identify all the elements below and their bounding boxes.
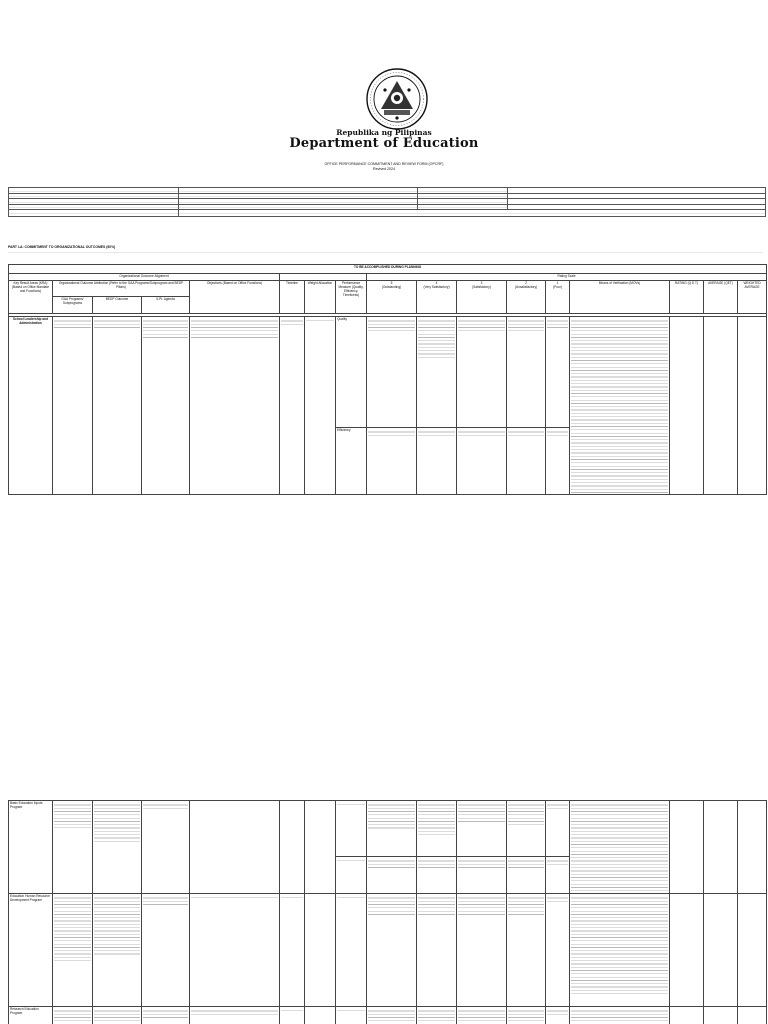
rating-3-cell: [457, 801, 507, 857]
cell-text-lines: [94, 1008, 140, 1024]
measure-cell-quality: [336, 1007, 367, 1024]
mov-cell: [570, 316, 670, 494]
weighted-average-cell: [738, 894, 767, 1007]
rating-5-cell: [367, 1007, 417, 1024]
cell-text-lines: [418, 318, 455, 360]
average-header: AVERAGE (QET): [704, 280, 738, 313]
cell-text-lines: [508, 802, 544, 826]
cell-text-lines: [94, 318, 140, 330]
average-cell: [704, 801, 738, 894]
cell-text-lines: [306, 318, 334, 321]
timeline-cell: [190, 1007, 280, 1024]
cell-text-lines: [54, 318, 91, 328]
cell-text-lines: [418, 429, 455, 436]
cell-text-lines: [547, 429, 568, 436]
cell-text-lines: [458, 1008, 505, 1024]
rating-3-cell: [457, 857, 507, 894]
objective-cell: [190, 316, 280, 494]
rating-5-cell: [367, 894, 417, 1007]
republic-label: Republika ng Pilipinas: [336, 128, 432, 137]
bedp-cell: [53, 1007, 93, 1024]
bedp-cell: [53, 801, 93, 894]
cell-text-lines: [458, 895, 505, 915]
cell-text-lines: [418, 802, 455, 837]
empty-cell: [305, 894, 336, 1007]
rating-2-cell: [507, 427, 546, 494]
cell-text-lines: [547, 802, 568, 809]
rating-q-cell: [670, 316, 704, 494]
cell-text-lines: [547, 895, 568, 902]
table-row: [9, 894, 767, 1007]
weight-header: Weight Allocation: [305, 280, 336, 313]
objective-cell: [142, 1007, 190, 1024]
rating-2-header: [507, 280, 546, 313]
bedp-header: BEDP Outcome: [93, 297, 142, 314]
mov-header: Means of Verification (MOVs): [570, 280, 670, 313]
cell-text-lines: [458, 429, 505, 436]
rating-qet-header: RATING (Q.E.T): [670, 280, 704, 313]
cell-text-lines: [458, 858, 505, 868]
rating-2-cell: [507, 1007, 546, 1024]
rating-3-cell: [457, 427, 507, 494]
rating-1-label: (Poor): [553, 284, 562, 289]
form-title: [0, 162, 768, 171]
timeline-cell: [190, 894, 280, 1007]
rating-q-cell: [670, 801, 704, 894]
planning-table-continued: [8, 800, 767, 1024]
cell-text-lines: [571, 895, 668, 995]
org-outcome-header: Organizational Outcome Alignment: [9, 274, 280, 281]
info-cell: [178, 210, 765, 217]
timeline-cell: [280, 316, 305, 494]
rating-5-cell: [367, 316, 417, 427]
cell-text-lines: [191, 895, 278, 898]
kra-header: Key Result Areas (KRA) (Based on Office Mandate and Functions): [9, 280, 53, 313]
cell-text-lines: [191, 318, 278, 338]
empty-cell: [305, 1007, 336, 1024]
gaa-cell: [53, 316, 93, 494]
cell-text-lines: [143, 1008, 188, 1018]
rating-4-cell: [417, 1007, 457, 1024]
rating-q-cell: [670, 894, 704, 1007]
rating-5-value: 5: [390, 280, 393, 285]
cell-text-lines: [368, 429, 415, 436]
weighted-average-header: WEIGHTED AVERAGE: [738, 280, 767, 313]
cell-text-lines: [418, 895, 455, 915]
rating-4-label: (Very Satisfactory): [423, 284, 450, 289]
cell-text-lines: [547, 858, 568, 865]
weight-cell: [305, 316, 336, 494]
cell-text-lines: [337, 895, 365, 898]
rating-5-header: [367, 280, 417, 313]
info-row: [9, 210, 766, 217]
agenda-cell: [142, 316, 190, 494]
mov-cell: [570, 801, 670, 894]
weight-cell: [280, 801, 305, 894]
part-one-instructions: [8, 245, 763, 255]
rating-4-cell: [417, 857, 457, 894]
rating-3-cell: [457, 1007, 507, 1024]
measure-cell-efficiency: Efficiency: [336, 427, 367, 494]
kra-cell: School Leadership and Administration: [9, 316, 53, 494]
rating-4-cell: [417, 316, 457, 427]
page-two: [0, 548, 768, 1024]
cell-text-lines: [508, 318, 544, 332]
cell-text-lines: [458, 802, 505, 822]
rating-1-header: [546, 280, 570, 313]
weight-cell: [280, 894, 305, 1007]
outcome-attrib-header: Organizational Outcome Attribution (Refer to the GAA Programs/Subprogram and BEDP Pillars): [53, 280, 190, 297]
table-title-row: [9, 265, 767, 274]
cell-text-lines: [143, 802, 188, 810]
objectives-header: Objectives (Based on Office Functions): [190, 280, 280, 313]
cell-text-lines: [94, 895, 140, 957]
cell-text-lines: [368, 1008, 415, 1024]
weighted-average-cell: [738, 1007, 767, 1024]
table-row: [9, 1007, 767, 1024]
rating-3-header: [457, 280, 507, 313]
rating-4-value: 4: [435, 280, 438, 285]
measure-cell-quality: Quality: [336, 316, 367, 427]
rating-q-cell: [670, 1007, 704, 1024]
average-cell: [704, 316, 738, 494]
rating-2-cell: [507, 857, 546, 894]
cell-text-lines: [191, 1008, 278, 1015]
cell-text-lines: [368, 895, 415, 915]
objective-cell: [142, 894, 190, 1007]
bedp-cell: [93, 316, 142, 494]
department-name: Department of Education: [289, 136, 479, 151]
program-cell: Basic Education Inputs Program: [9, 801, 53, 894]
mov-cell: [570, 894, 670, 1007]
cell-text-lines: [337, 858, 365, 861]
agenda-cell: [93, 801, 142, 894]
program-cell: Education Human Resource Development Program: [9, 894, 53, 1007]
table-title: TO BE ACCOMPLISHED DURING PLANNING: [9, 265, 767, 274]
cell-text-lines: [337, 802, 365, 805]
average-cell: [704, 894, 738, 1007]
rating-1-cell: [546, 801, 570, 857]
cell-text-lines: [508, 1008, 544, 1024]
cell-text-lines: [368, 318, 415, 332]
rating-2-cell: [507, 316, 546, 427]
personal-info-table: [8, 187, 766, 217]
objective-cell: [142, 801, 190, 894]
rating-3-label: (Satisfactory): [472, 284, 491, 289]
rating-2-cell: [507, 894, 546, 1007]
cell-text-lines: [368, 802, 415, 830]
rating-1-cell: [546, 857, 570, 894]
cell-text-lines: [571, 318, 668, 493]
rating-5-label: (Outstanding): [381, 284, 402, 289]
measure-header: Performance Measure (Quality, Efficiency, Timeliness): [336, 280, 367, 313]
cell-text-lines: [143, 318, 188, 338]
agenda-cell: [93, 1007, 142, 1024]
rating-1-cell: [546, 1007, 570, 1024]
cell-text-lines: [547, 1008, 568, 1015]
cell-text-lines: [281, 318, 303, 325]
rating-3-cell: [457, 316, 507, 427]
rating-4-cell: [417, 801, 457, 857]
cell-text-lines: [54, 802, 91, 828]
rating-4-cell: [417, 427, 457, 494]
empty-cell: [305, 801, 336, 894]
form-title-revised: Revised 2024: [373, 166, 395, 171]
weighted-average-cell: [738, 801, 767, 894]
timeline-header: Timeline: [280, 280, 305, 313]
rating-1-cell: [546, 427, 570, 494]
rating-3-value: 3: [480, 280, 483, 285]
program-cell: Research Education Program: [9, 1007, 53, 1024]
measure-cell-quality: [336, 894, 367, 1007]
rating-1-value: 1: [556, 280, 559, 285]
form-title-main: OFFICE PERFORMANCE COMMITMENT AND REVIEW FORM (OPCRF): [324, 162, 444, 166]
rating-3-cell: [457, 894, 507, 1007]
timeline-cell: [190, 801, 280, 894]
measure-cell-quality: [336, 801, 367, 857]
cell-text-lines: [281, 895, 303, 898]
mov-cell: [570, 1007, 670, 1024]
cell-text-lines: [508, 895, 544, 915]
cell-text-lines: [54, 895, 91, 961]
info-cell: [9, 210, 179, 217]
cell-text-lines: [508, 858, 544, 868]
cell-text-lines: [143, 895, 188, 905]
cell-text-lines: [368, 858, 415, 868]
rating-5-cell: [367, 857, 417, 894]
cell-text-lines: [508, 429, 544, 436]
cell-text-lines: [547, 318, 568, 328]
rating-1-cell: [546, 316, 570, 427]
measure-cell-efficiency: [336, 857, 367, 894]
cell-text-lines: [54, 1008, 91, 1024]
deped-seal-icon: [366, 68, 428, 130]
cell-text-lines: [418, 858, 455, 868]
part-one-text: PART I-A: COMMITMENT TO ORGANIZATIONAL OUTCOMES (60%): [8, 245, 116, 249]
rating-scale-header: Rating Scale: [367, 274, 767, 281]
header-blank: [280, 274, 367, 281]
agenda-cell: [93, 894, 142, 1007]
rating-2-value: 2: [525, 280, 527, 285]
rating-5-cell: [367, 801, 417, 857]
rating-1-cell: [546, 894, 570, 1007]
cell-text-lines: [281, 1008, 303, 1011]
cell-text-lines: [418, 1008, 455, 1024]
rating-4-cell: [417, 894, 457, 1007]
weight-cell: [280, 1007, 305, 1024]
rating-2-cell: [507, 801, 546, 857]
cell-text-lines: [337, 1008, 365, 1011]
gaa-header: GAA Programs/ Subprograms: [53, 297, 93, 314]
table-row: [9, 316, 767, 427]
header-row: [9, 280, 767, 297]
cell-text-lines: [571, 802, 668, 892]
planning-table: [8, 264, 767, 495]
weighted-average-cell: [738, 316, 767, 494]
five-point-agenda-header: 5-Pt. Agenda: [142, 297, 190, 314]
cell-text-lines: [94, 802, 140, 842]
rating-2-label: (Unsatisfactory): [514, 284, 538, 289]
rating-5-cell: [367, 427, 417, 494]
rating-4-header: [417, 280, 457, 313]
bedp-cell: [53, 894, 93, 1007]
average-cell: [704, 1007, 738, 1024]
cell-text-lines: [458, 318, 505, 332]
header-group-row: [9, 274, 767, 281]
part-one-text-body: [8, 249, 763, 255]
table-row: [9, 801, 767, 857]
cell-text-lines: [571, 1008, 668, 1024]
